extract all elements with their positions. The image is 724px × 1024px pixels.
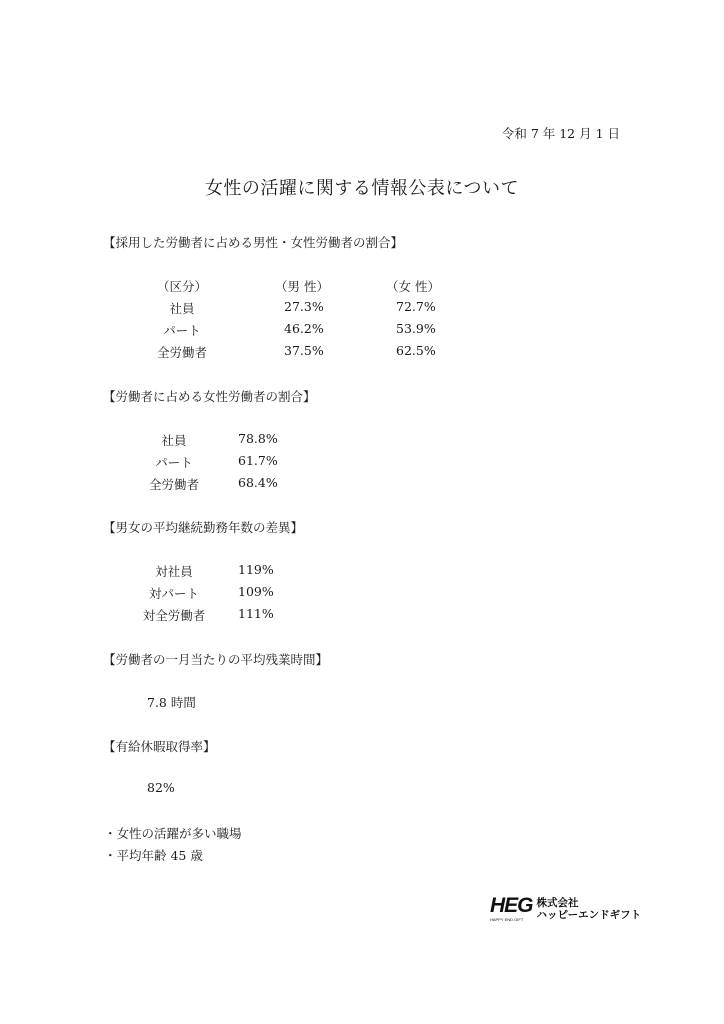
table-cell-male: 37.5% bbox=[284, 343, 324, 358]
company-logo bbox=[490, 895, 641, 922]
document-title: 女性の活躍に関する情報公表について bbox=[204, 178, 520, 199]
list-item-value: 111% bbox=[238, 606, 274, 621]
table-cell-male: 46.2% bbox=[284, 321, 324, 336]
list-item-label: 対社員 bbox=[155, 564, 193, 579]
table-header-female: （女 性） bbox=[386, 279, 440, 294]
list-item-label: 全労働者 bbox=[148, 477, 199, 492]
list-item-label: 対パート bbox=[148, 586, 199, 601]
list-item-value: 109% bbox=[238, 584, 274, 599]
table-row-label: 社員 bbox=[169, 301, 195, 316]
company-name bbox=[537, 897, 642, 921]
list-item-value: 78.8% bbox=[238, 431, 278, 446]
table-header-category: （区分） bbox=[156, 279, 207, 294]
list-item-value: 119% bbox=[238, 562, 274, 577]
company-name-line2: ハッピーエンドギフト bbox=[536, 908, 642, 921]
table-cell-male: 27.3% bbox=[284, 299, 324, 314]
table-cell-female: 62.5% bbox=[396, 343, 436, 358]
paid-leave-value: 82% bbox=[147, 780, 175, 795]
bullet-item: ・平均年齢 45 歳 bbox=[104, 848, 203, 863]
list-item-value: 61.7% bbox=[238, 453, 278, 468]
company-logo-mark: HEG HAPPY END GIFT bbox=[490, 894, 533, 922]
list-item-label: 社員 bbox=[161, 433, 187, 448]
overtime-value: 7.8 時間 bbox=[147, 695, 196, 710]
list-item-label: パート bbox=[155, 455, 193, 470]
section-tenure-gap-heading: 【男女の平均継続勤務年数の差異】 bbox=[103, 520, 304, 535]
section-female-ratio-heading: 【労働者に占める女性労働者の割合】 bbox=[103, 389, 316, 404]
table-header-male: （男 性） bbox=[275, 279, 329, 294]
list-item-value: 68.4% bbox=[238, 475, 278, 490]
table-cell-female: 72.7% bbox=[396, 299, 436, 314]
company-logo-sub: HAPPY END GIFT bbox=[490, 917, 524, 922]
table-row-label: パート bbox=[163, 323, 201, 338]
table-row-label: 全労働者 bbox=[156, 345, 207, 360]
list-item-label: 対全労働者 bbox=[142, 608, 206, 623]
document-date: 令和 7 年 12 月 1 日 bbox=[501, 126, 620, 141]
bullet-item: ・女性の活躍が多い職場 bbox=[104, 826, 242, 841]
table-cell-female: 53.9% bbox=[396, 321, 436, 336]
company-name-line1: 株式会社 bbox=[536, 896, 579, 909]
section-overtime-heading: 【労働者の一月当たりの平均残業時間】 bbox=[103, 652, 329, 667]
section-hiring-ratio-heading: 【採用した労働者に占める男性・女性労働者の割合】 bbox=[103, 235, 404, 250]
section-paid-leave-heading: 【有給休暇取得率】 bbox=[103, 739, 216, 754]
